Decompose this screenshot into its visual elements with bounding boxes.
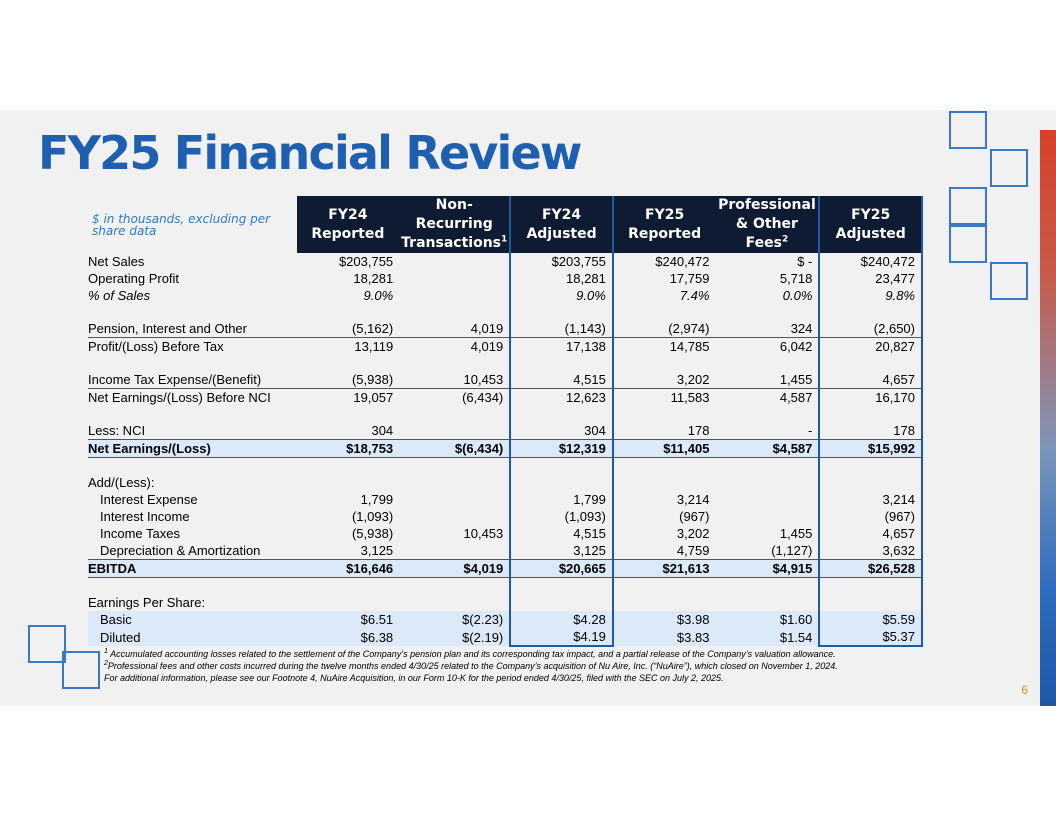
cell-value xyxy=(510,406,613,422)
footnote-marker: 1 xyxy=(501,234,508,245)
spacer-row xyxy=(88,458,922,475)
cell-value: 16,170 xyxy=(819,389,922,407)
table-row xyxy=(88,440,922,458)
cell-value: (967) xyxy=(679,509,710,524)
cell-value xyxy=(510,578,613,595)
cell-value: (967) xyxy=(819,508,922,525)
column-header xyxy=(297,196,400,253)
cell-value: $12,319 xyxy=(510,440,613,458)
cell-value: 4,515 xyxy=(510,371,613,389)
footnote xyxy=(104,648,934,660)
table-header xyxy=(88,196,922,253)
cell-value: $ - xyxy=(797,254,813,269)
table-row xyxy=(88,560,922,578)
row-label xyxy=(88,578,297,595)
cell-value: 304 xyxy=(510,422,613,440)
cell-value xyxy=(399,491,510,508)
row-label: Pension, Interest and Other xyxy=(88,320,297,338)
cell-value: (5,938) xyxy=(297,371,400,389)
row-label: Interest Expense xyxy=(100,492,198,507)
cell-value: $240,472 xyxy=(819,253,922,270)
cell-value xyxy=(399,270,510,287)
cell-value: $(2.19) xyxy=(399,628,510,646)
cell-value: 13,119 xyxy=(354,339,394,354)
cell-value xyxy=(297,578,400,595)
cell-value: 5,718 xyxy=(779,271,813,286)
cell-value: $203,755 xyxy=(338,254,394,269)
table-row xyxy=(88,287,922,304)
cell-value xyxy=(613,458,716,475)
column-header-label: FY25 Adjusted xyxy=(835,206,906,242)
row-label: Basic xyxy=(88,611,297,628)
cell-value: 4,019 xyxy=(470,339,504,354)
cell-value: 10,453 xyxy=(399,371,510,389)
units-note: $ in thousands, excluding per share data xyxy=(88,196,297,253)
cell-value: (2,650) xyxy=(819,320,922,338)
row-label: Operating Profit xyxy=(88,271,180,286)
table-row xyxy=(88,371,922,389)
table-row xyxy=(88,270,922,287)
decorative-square xyxy=(990,262,1028,300)
cell-value: $1.54 xyxy=(715,628,819,646)
cell-value: 3,632 xyxy=(819,542,922,560)
decorative-square xyxy=(990,149,1028,187)
spacer-row xyxy=(88,304,922,320)
cell-value: 17,759 xyxy=(669,271,710,286)
cell-value: 324 xyxy=(715,320,819,338)
cell-value: $4.28 xyxy=(510,611,613,628)
table-row xyxy=(88,338,922,356)
row-label: % of Sales xyxy=(88,288,151,303)
cell-value: $18,753 xyxy=(297,440,400,458)
cell-value: $5.59 xyxy=(819,611,922,628)
cell-value xyxy=(715,406,819,422)
cell-value xyxy=(510,355,613,371)
cell-value xyxy=(715,304,819,320)
table-row xyxy=(88,320,922,338)
cell-value: 6,042 xyxy=(779,339,813,354)
footnote-text: Accumulated accounting losses related to the settlement of the Company’s pension plan and its corresponding tax impact, and a partial release of the Company’s valuation allowance. xyxy=(107,649,836,659)
cell-value: 9.0% xyxy=(363,288,394,303)
cell-value xyxy=(399,508,510,525)
cell-value: (1,143) xyxy=(510,320,613,338)
column-header xyxy=(819,196,922,253)
financial-review-table xyxy=(88,196,923,647)
cell-value: $11,405 xyxy=(613,440,716,458)
cell-value xyxy=(399,304,510,320)
cell-value: 20,827 xyxy=(819,338,922,356)
cell-value xyxy=(819,355,922,371)
cell-value: 3,125 xyxy=(510,542,613,560)
cell-value xyxy=(399,542,510,560)
cell-value xyxy=(399,406,510,422)
cell-value: $4.19 xyxy=(510,628,613,646)
cell-value xyxy=(613,474,716,491)
row-label: Less: NCI xyxy=(88,422,297,440)
table-row xyxy=(88,474,922,491)
cell-value: 4,657 xyxy=(819,371,922,389)
row-label: Diluted xyxy=(88,628,297,646)
cell-value: - xyxy=(715,422,819,440)
row-label: Depreciation & Amortization xyxy=(88,542,297,560)
cell-value xyxy=(399,594,510,611)
row-label: Income Taxes xyxy=(100,526,180,541)
accent-gradient-bar xyxy=(1040,130,1056,706)
cell-value: 1,799 xyxy=(510,491,613,508)
cell-value: 1,455 xyxy=(779,526,813,541)
row-label xyxy=(88,406,297,422)
cell-value xyxy=(399,355,510,371)
column-header xyxy=(715,196,819,253)
cell-value xyxy=(715,578,819,595)
cell-value xyxy=(715,355,819,371)
cell-value xyxy=(399,253,510,270)
cell-value xyxy=(715,458,819,475)
cell-value xyxy=(819,594,922,611)
row-label: Net Earnings/(Loss) Before NCI xyxy=(88,390,271,405)
cell-value: 3,125 xyxy=(297,542,400,560)
cell-value: (1,127) xyxy=(715,542,819,560)
decorative-square xyxy=(949,187,987,225)
cell-value: (5,938) xyxy=(351,526,394,541)
decorative-square xyxy=(62,651,100,689)
row-label: Earnings Per Share: xyxy=(88,595,206,610)
cell-value: 304 xyxy=(297,422,400,440)
cell-value: (1,093) xyxy=(510,508,613,525)
row-label xyxy=(88,304,297,320)
column-header-label: Professional & Other Fees xyxy=(718,197,816,251)
table-row xyxy=(88,594,922,611)
cell-value: 12,623 xyxy=(510,389,613,407)
decorative-square xyxy=(949,225,987,263)
column-header xyxy=(399,196,510,253)
footnote-text: For additional information, please see our Footnote 4, NuAire Acquisition, in our Form 10-K for the period ended 4/30/25, filed with the SEC on July 2, 2025. xyxy=(104,673,724,683)
footnote-marker: 2 xyxy=(781,234,789,245)
cell-value: $20,665 xyxy=(510,560,613,578)
cell-value: 10,453 xyxy=(463,526,504,541)
table-body xyxy=(88,253,922,646)
cell-value: (1,093) xyxy=(351,509,394,524)
cell-value: 23,477 xyxy=(819,270,922,287)
cell-value xyxy=(510,458,613,475)
footnote-marker: 2 xyxy=(104,660,108,667)
row-label xyxy=(88,458,297,475)
cell-value: $240,472 xyxy=(655,254,710,269)
cell-value: $3.98 xyxy=(613,611,716,628)
page-number: 6 xyxy=(1021,683,1028,697)
cell-value: 3,214 xyxy=(819,491,922,508)
cell-value: 18,281 xyxy=(353,271,394,286)
cell-value: 1,455 xyxy=(715,371,819,389)
cell-value: 4,019 xyxy=(399,320,510,338)
cell-value xyxy=(297,458,400,475)
table-row xyxy=(88,611,922,628)
table-row xyxy=(88,422,922,440)
cell-value: 18,281 xyxy=(510,270,613,287)
cell-value xyxy=(715,508,819,525)
cell-value: $26,528 xyxy=(819,560,922,578)
cell-value xyxy=(399,458,510,475)
cell-value: $15,992 xyxy=(819,440,922,458)
table-row xyxy=(88,389,922,407)
cell-value: 17,138 xyxy=(510,338,613,356)
cell-value xyxy=(399,422,510,440)
row-label: Income Tax Expense/(Benefit) xyxy=(88,371,297,389)
table-row xyxy=(88,253,922,270)
cell-value: 4,657 xyxy=(819,525,922,542)
cell-value xyxy=(399,474,510,491)
decorative-square xyxy=(28,625,66,663)
column-header-label: FY24 Reported xyxy=(311,206,385,242)
cell-value: $6.38 xyxy=(297,628,400,646)
cell-value: 4,759 xyxy=(613,542,716,560)
cell-value: 1,799 xyxy=(360,492,394,507)
cell-value: $(2.23) xyxy=(399,611,510,628)
cell-value xyxy=(715,474,819,491)
cell-value: 7.4% xyxy=(679,288,710,303)
footnote-text: Professional fees and other costs incurred during the twelve months ended 4/30/25 related to the Company’s acquisition of Nu Aire, Inc. (“NuAire”), which closed on November 1, 2024. xyxy=(107,661,838,671)
cell-value: $4,587 xyxy=(715,440,819,458)
row-label xyxy=(88,355,297,371)
cell-value: 14,785 xyxy=(669,339,710,354)
cell-value: $4,019 xyxy=(399,560,510,578)
cell-value: $1.60 xyxy=(715,611,819,628)
cell-value xyxy=(510,474,613,491)
cell-value: 178 xyxy=(613,422,716,440)
column-header-label: FY25 Reported xyxy=(628,206,702,242)
cell-value: $21,613 xyxy=(613,560,716,578)
table-row xyxy=(88,542,922,560)
page-title: FY25 Financial Review xyxy=(38,126,581,180)
cell-value: 9.0% xyxy=(510,287,613,304)
table-row xyxy=(88,508,922,525)
row-label: EBITDA xyxy=(88,560,297,578)
cell-value xyxy=(715,491,819,508)
cell-value: $(6,434) xyxy=(399,440,510,458)
cell-value: 3,214 xyxy=(676,492,710,507)
cell-value xyxy=(297,355,400,371)
cell-value: $6.51 xyxy=(297,611,400,628)
cell-value: $3.83 xyxy=(613,628,716,646)
cell-value xyxy=(510,594,613,611)
cell-value xyxy=(399,287,510,304)
cell-value: 19,057 xyxy=(353,390,394,405)
cell-value xyxy=(819,406,922,422)
row-label: Net Sales xyxy=(88,254,145,269)
cell-value: $16,646 xyxy=(297,560,400,578)
cell-value: 3,202 xyxy=(613,371,716,389)
spacer-row xyxy=(88,406,922,422)
decorative-square xyxy=(949,111,987,149)
cell-value: (5,162) xyxy=(297,320,400,338)
table-row xyxy=(88,628,922,646)
cell-value xyxy=(297,406,400,422)
cell-value xyxy=(613,355,716,371)
footnotes xyxy=(104,648,934,684)
row-label: Add/(Less): xyxy=(88,475,155,490)
cell-value xyxy=(819,578,922,595)
spacer-row xyxy=(88,578,922,595)
cell-value xyxy=(297,474,400,491)
spacer-row xyxy=(88,355,922,371)
cell-value xyxy=(399,578,510,595)
footnote xyxy=(104,672,934,684)
footnote xyxy=(104,660,934,672)
cell-value xyxy=(613,578,716,595)
column-header xyxy=(613,196,716,253)
table-row xyxy=(88,525,922,542)
cell-value: 0.0% xyxy=(782,288,813,303)
cell-value: $4,915 xyxy=(715,560,819,578)
cell-value xyxy=(613,304,716,320)
row-label: Interest Income xyxy=(100,509,190,524)
cell-value: $5.37 xyxy=(819,628,922,646)
row-label: Net Earnings/(Loss) xyxy=(88,440,297,458)
cell-value xyxy=(819,474,922,491)
row-label: Profit/(Loss) Before Tax xyxy=(88,339,224,354)
footnote-marker: 1 xyxy=(104,648,108,655)
cell-value: 3,202 xyxy=(676,526,710,541)
cell-value xyxy=(613,594,716,611)
cell-value: 4,587 xyxy=(779,390,813,405)
cell-value xyxy=(819,304,922,320)
cell-value: 4,515 xyxy=(510,525,613,542)
cell-value: 11,583 xyxy=(670,390,710,405)
cell-value: 9.8% xyxy=(819,287,922,304)
column-header xyxy=(510,196,613,253)
cell-value: (2,974) xyxy=(613,320,716,338)
cell-value: $203,755 xyxy=(510,253,613,270)
cell-value xyxy=(297,594,400,611)
column-header-label: FY24 Adjusted xyxy=(526,206,597,242)
cell-value xyxy=(613,406,716,422)
cell-value: 178 xyxy=(819,422,922,440)
cell-value xyxy=(297,304,400,320)
column-header-label: Non-Recurring Transactions xyxy=(401,197,501,251)
cell-value: (6,434) xyxy=(462,390,504,405)
cell-value xyxy=(715,594,819,611)
table-row xyxy=(88,491,922,508)
cell-value xyxy=(819,458,922,475)
cell-value xyxy=(510,304,613,320)
